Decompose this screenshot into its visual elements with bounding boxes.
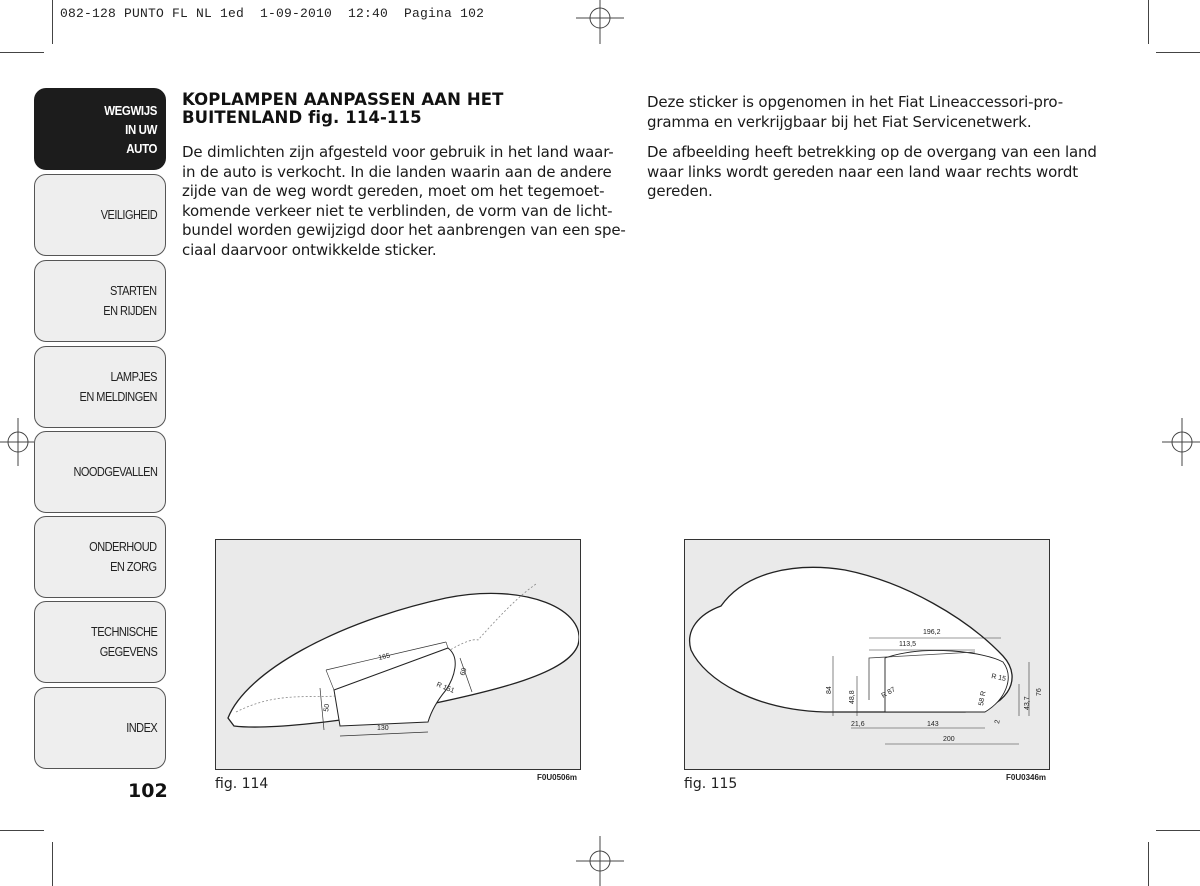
figure-114-code: F0U0506m <box>537 773 578 782</box>
figure-115-code: F0U0346m <box>1006 773 1047 782</box>
tab-starten[interactable] <box>34 260 166 342</box>
right-paragraph-2: De afbeelding heeft betrekking op de overgang van een land waar links wordt gereden naar een land waar rechts wordt gereden. <box>647 143 1097 200</box>
dim-label-196: 196,2 <box>923 629 941 636</box>
figure-114-caption: fig. 114 <box>215 776 269 792</box>
dim-label-76: 76 <box>1036 688 1043 696</box>
dim-label-2: 2 <box>994 719 1002 725</box>
crop-mark <box>52 0 53 44</box>
registration-mark-right <box>1162 412 1200 472</box>
dimension-line <box>340 732 428 736</box>
dim-label-143: 143 <box>927 721 939 728</box>
crop-mark <box>52 842 53 886</box>
crop-mark <box>0 830 44 831</box>
tab-label: WEGWIJS IN UW AUTO <box>104 102 157 156</box>
dim-label-130: 130 <box>377 725 389 732</box>
registration-mark-bottom <box>570 836 630 886</box>
sticker-shape <box>885 650 1008 712</box>
tab-technische[interactable] <box>34 601 166 683</box>
headlamp-sticker-diagram-115 <box>685 540 1048 768</box>
tab-onderhoud[interactable] <box>34 516 166 598</box>
dim-label-200: 200 <box>943 736 955 743</box>
crop-mark <box>0 52 44 53</box>
tab-noodgevallen[interactable] <box>34 431 166 513</box>
dim-label-43: 43,7 <box>1024 696 1031 710</box>
tab-label: LAMPJES EN MELDINGEN <box>79 370 157 404</box>
tab-index[interactable] <box>34 687 166 769</box>
tab-label: TECHNISCHE GEGEVENS <box>90 625 157 659</box>
dim-label-113: 113,5 <box>899 641 916 648</box>
dim-label-21: 21,6 <box>851 721 865 728</box>
tab-label: STARTEN EN RIJDEN <box>103 284 157 318</box>
dim-label-r58: 58 R <box>978 690 988 707</box>
dim-label-48: 48,8 <box>849 690 856 704</box>
tab-label: INDEX <box>126 721 157 735</box>
figure-115 <box>684 539 1050 770</box>
section-heading: KOPLAMPEN AANPASSEN AAN HET BUITENLAND fig. 114-115 <box>182 90 504 127</box>
crop-mark <box>1156 52 1200 53</box>
figure-115-caption: fig. 115 <box>684 776 738 792</box>
tab-label: ONDERHOUD EN ZORG <box>89 540 157 574</box>
left-paragraph: De dimlichten zijn afgesteld voor gebruik in het land waar- in de auto is verkocht. In die landen waarin aan de andere zijde van de weg wordt gereden, moet om het tegemoet- komende verkeer niet te verblinden, de vorm van de licht- bundel worden gewijzigd door het aanbrengen van een spe- ciaal daarvoor ontwikkelde sticker. <box>182 143 626 259</box>
tab-lampjes[interactable] <box>34 346 166 428</box>
dim-label-r151: R 151 <box>435 681 456 695</box>
dim-label-r87: R 87 <box>880 686 897 700</box>
dim-label-69: 69 <box>459 666 469 677</box>
dim-label-84: 84 <box>826 686 833 694</box>
page-number: 102 <box>128 780 168 802</box>
dim-label-r15: R 15 <box>990 673 1007 684</box>
figure-114 <box>215 539 581 770</box>
tab-label: NOODGEVALLEN <box>73 465 157 479</box>
crop-mark <box>1148 0 1149 44</box>
registration-mark-top <box>570 0 630 46</box>
dim-label-50: 50 <box>323 703 332 713</box>
tab-wegwijs[interactable] <box>34 88 166 170</box>
print-header: 082-128 PUNTO FL NL 1ed 1-09-2010 12:40 Pagina 102 <box>60 6 485 21</box>
tab-veiligheid[interactable] <box>34 174 166 256</box>
dim-label-165: 165 <box>377 652 391 662</box>
crop-mark <box>1148 842 1149 886</box>
tab-label: VEILIGHEID <box>100 208 157 222</box>
headlamp-sticker-diagram-114 <box>216 540 579 768</box>
registration-mark-left <box>0 412 34 472</box>
right-paragraph-1: Deze sticker is opgenomen in het Fiat Lineaccessori-pro- gramma en verkrijgbaar bij het Fiat Servicenetwerk. <box>647 93 1064 131</box>
crop-mark <box>1156 830 1200 831</box>
